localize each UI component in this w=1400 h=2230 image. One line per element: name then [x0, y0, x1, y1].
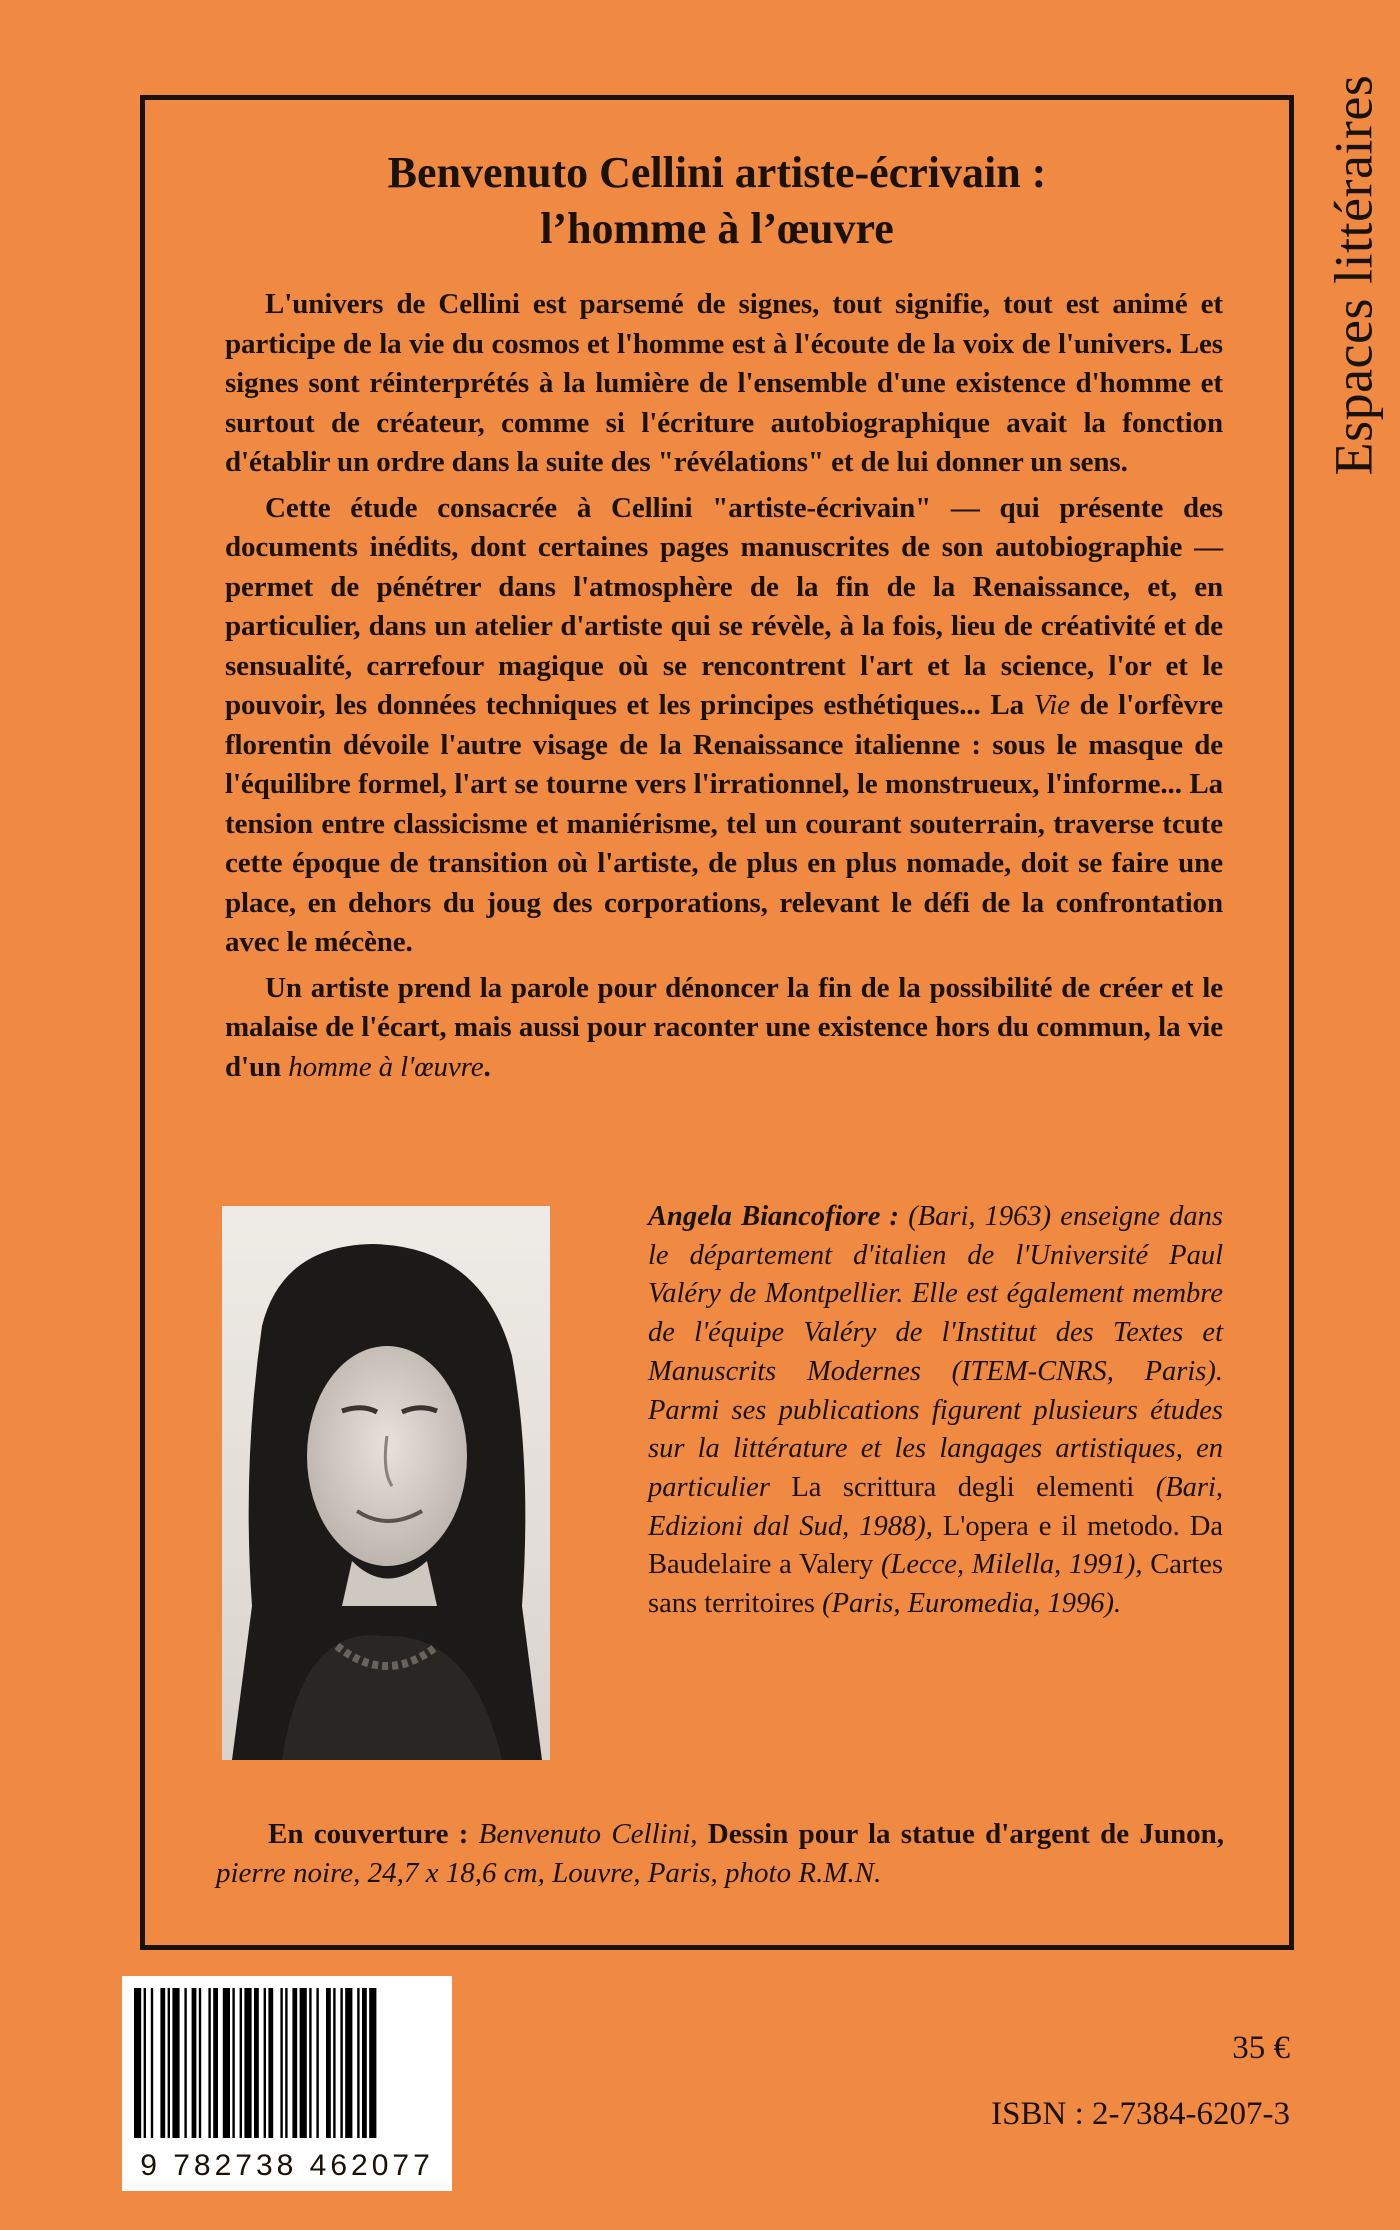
caption-label: En couverture :: [268, 1818, 469, 1850]
barcode-digits: 9 782738 462077: [140, 2149, 434, 2182]
barcode-bar: [223, 1988, 230, 2138]
barcode-bar: [340, 1988, 342, 2138]
p3-text-a: Un artiste prend la parole pour dénoncer la fin de la possibilité de créer et le malaise de l'écart, mais aussi pour raconter une existence hors du commun, la vie d'un: [225, 971, 1223, 1083]
bio-work-1: La scrittura degli elementi: [791, 1471, 1135, 1503]
barcode-bar: [369, 1988, 376, 2138]
barcode-bar: [213, 1988, 218, 2138]
barcode-bar: [333, 1988, 335, 2138]
barcode-bar: [240, 1988, 242, 2138]
barcode-bar: [362, 1988, 367, 2138]
barcode-bar: [309, 1988, 311, 2138]
p2-text-a: Cette étude consacrée à Cellini "artiste-écrivain" — qui présente des documents inédits, dont certaines pages manuscrites de son autobiographie — permet de pénétrer dans l'atmosphère de la fin de la Renaissance, et, en particulier, dans un atelier d'artiste qui se révèle, à la fois, lieu de créativité et de sensualité, carrefour magique où se rencontrent l'art et la science, l'or et le pouvoir, les données techniques et les principes esthétiques... La: [225, 491, 1223, 721]
bio-text-4: (Paris, Euromedia, 1996).: [822, 1588, 1122, 1620]
barcode-bar: [326, 1988, 331, 2138]
p3-italic: homme à l'œuvre: [288, 1050, 484, 1083]
barcode-bar: [254, 1988, 259, 2138]
barcode-bar: [316, 1988, 318, 2138]
isbn: ISBN : 2-7384-6207-3: [991, 2096, 1290, 2132]
author-portrait-image: [222, 1206, 550, 1760]
barcode-bar: [300, 1988, 307, 2138]
barcode-bar: [264, 1988, 266, 2138]
barcode-bar: [292, 1988, 297, 2138]
p2-vie: Vie: [1033, 689, 1070, 721]
author-photo: [222, 1206, 550, 1760]
blurb: [225, 285, 1223, 1093]
book-title: [145, 145, 1289, 257]
author-name: Angela Biancofiore :: [648, 1201, 900, 1232]
barcode-bar: [280, 1988, 282, 2138]
barcode-bars: [134, 1988, 440, 2138]
caption-details: pierre noire, 24,7 x 18,6 cm, Louvre, Paris, photo R.M.N.: [216, 1857, 882, 1889]
barcode-bar: [192, 1988, 197, 2138]
barcode-bar: [160, 1988, 165, 2138]
barcode-bar: [345, 1988, 352, 2138]
spine-series-label: [1318, 40, 1388, 510]
blurb-paragraph-2: [225, 489, 1223, 963]
author-biography: [648, 1198, 1223, 1624]
barcode-bar: [168, 1988, 170, 2138]
barcode-bar: [184, 1988, 186, 2138]
barcode-bar: [268, 1988, 273, 2138]
p2-text-b: de l'orfèvre florentin dévoile l'autre visage de la Renaissance italienne : sous le masque de l'équilibre formel, l'art se tourne vers l'irrationnel, le monstrueux, l'informe... La tension entre classicisme et maniérisme, tel un courant souterrain, traverse tcute cette époque de transition où l'artiste, de plus en plus nomade, doit se faire une place, en dehors du joug des corporations, relevant le défi de la confrontation avec le mécène.: [225, 689, 1223, 958]
barcode-bar: [285, 1988, 287, 2138]
barcode-bar: [151, 1988, 153, 2138]
bio-text-3: (Lecce, Milella, 1991),: [881, 1549, 1143, 1581]
blurb-paragraph-3: [225, 969, 1223, 1088]
bio-work-2: L'opera e il metodo. Da Baudelaire a Valery: [648, 1510, 1224, 1581]
bio-text-1: (Bari, 1963) enseigne dans le département d'italien de l'Université Paul Valéry de Montpellier. Elle est également membre de l'équipe Valéry de l'Institut des Textes et Manuscrits Modernes (ITEM-CNRS, Paris). Parmi ses publications figurent plusieurs études sur la littérature et les langages artistiques, en particulier: [648, 1201, 1224, 1503]
p3-end: .: [483, 1050, 491, 1083]
title-line-2: l’homme à l’œuvre: [540, 204, 894, 253]
barcode-bar: [144, 1988, 146, 2138]
barcode: [122, 1976, 452, 2191]
blurb-paragraph-1: L'univers de Cellini est parsemé de signes, tout signifie, tout est animé et participe de la vie du cosmos et l'homme est à l'écoute de la voix de l'univers. Les signes sont réinterprétés à la lumière de l'ensemble d'une existence d'homme et surtout de créateur, comme si l'écriture autobiographique avait la fonction d'établir un ordre dans la suite des "révélations" et de lui donner un sens.: [225, 288, 1223, 478]
barcode-bar: [357, 1988, 359, 2138]
barcode-bar: [134, 1988, 141, 2138]
title-line-1: Benvenuto Cellini artiste-écrivain :: [387, 148, 1047, 197]
barcode-bar: [232, 1988, 234, 2138]
barcode-bar: [172, 1988, 179, 2138]
caption-artist: Benvenuto Cellini,: [478, 1818, 698, 1850]
barcode-bar: [208, 1988, 210, 2138]
barcode-bar: [199, 1988, 201, 2138]
barcode-bar: [244, 1988, 251, 2138]
bio-text-2: (Bari, Edizioni dal Sud, 1988),: [648, 1471, 1224, 1542]
series-name: Espaces littéraires: [1323, 74, 1384, 476]
bio-work-3: Cartes sans territoires: [648, 1549, 1224, 1620]
caption-work: Dessin pour la statue d'argent de Junon,: [707, 1818, 1225, 1850]
cover-caption: [216, 1815, 1224, 1893]
price: 35 €: [1232, 2030, 1290, 2066]
